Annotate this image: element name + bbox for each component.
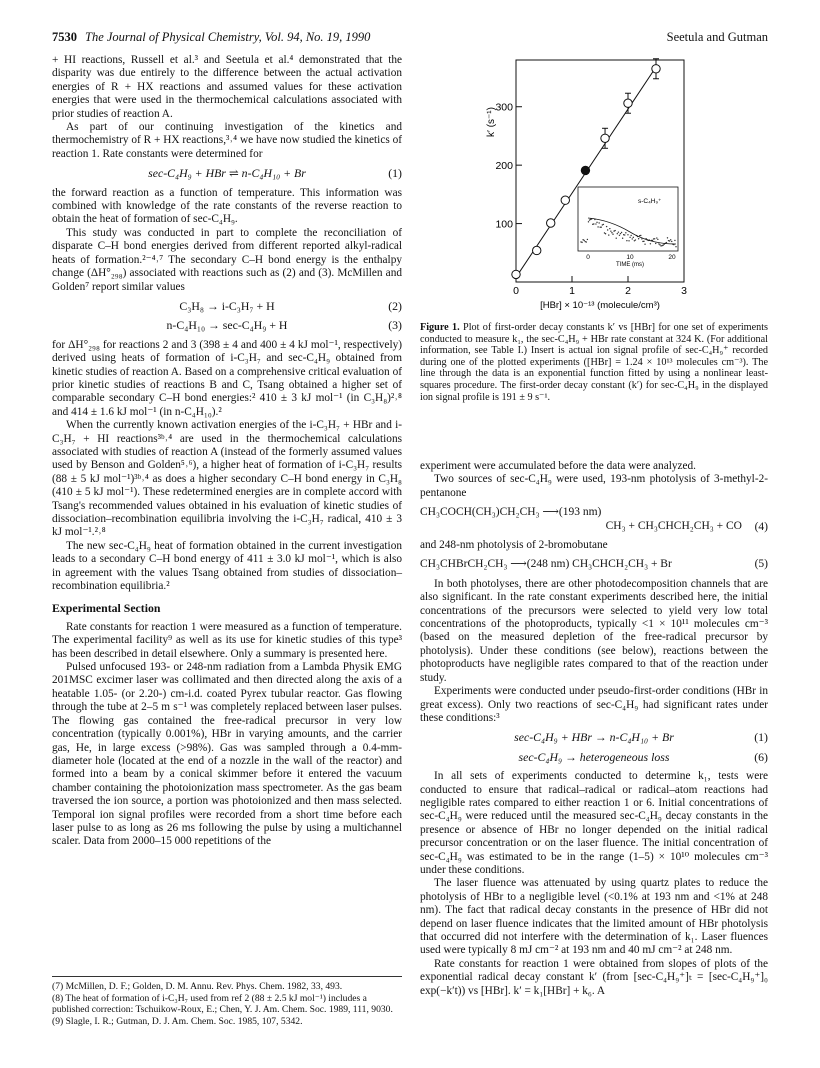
footnote: (9) Slagle, I. R.; Gutman, D. J. Am. Chem. Soc. 1985, 107, 5342.: [52, 1016, 303, 1027]
signal-dot: [632, 238, 633, 239]
figure-caption: [420, 322, 768, 403]
data-point: [601, 134, 609, 142]
y-axis-label: k′ (s⁻¹): [486, 107, 497, 137]
signal-dot: [638, 238, 639, 239]
paragraph: for ΔH°₂₉₈ for reactions 2 and 3 (398 ± 4 and 400 ± 4 kJ mol⁻¹, respectively) derived using heats of formation of i-C₃H₇ and sec-C₄H₉ obtained from kinetic studies of reaction A. Based on a comprehensive critical evaluation of prior kinetic studies of reactions B and C, Tsang obtained a higher set of comparable secondary C–H bond energies:² 410 ± 3 kJ mol⁻¹ (in C₃H₈)²˒⁸ and 414 ± 1.6 kJ mol⁻¹ (in n-C₄H₁₀).²: [52, 338, 402, 418]
equation-text: sec-C₄H₉ → heterogeneous loss: [518, 749, 670, 764]
equation-number: (4): [754, 521, 768, 534]
paragraph: Pulsed unfocused 193- or 248-nm radiation from a Lambda Physik EMG 201MSC excimer laser was collimated and then directed along the axis of a heatable 1.05- (or 2.20-) cm-i.d. coated Pyrex tubular reactor. Gas flowing through the tube at 2–5 m s⁻¹ was completely replaced between laser pulses. The flowing gas contained the free-radical precursor in very low concentration (typically 0.001%), HBr in varying amounts, and the carrier gas, He, in large excess (>98%). Gas was sampled through a 0.4-mm-diameter hole (located at the end of a nozzle in the wall of the reactor) and formed into a beam by a conical skimmer before it entered the vacuum chamber containing the photoionization mass spectrometer. As the gas beam traversed the ion source, a portion was photoionized and then mass selected. Temporal ion signal profiles were recorded from a short time before each laser pulse to as long as 26 ms following the pulse by using a multichannel scaler. Data from 2000–15 000 repetitions of the: [52, 661, 402, 848]
signal-dot: [669, 240, 670, 241]
signal-dot: [616, 238, 617, 239]
signal-dot: [658, 243, 659, 244]
data-point: [561, 196, 569, 204]
paragraph: In all sets of experiments conducted to determine k₁, tests were conducted to ensure that radical–radical or radical–atom reactions had negligible rates compared to either reaction 1 or 6. Initial concentrations of sec-C₄H₉ were reduced until the measured sec-C₄H₉ decay constants in the presence or absence of HBr no longer depended on the initial radical precursor concentration or on the laser fluence. The initial concentration of sec-C₄H₉ was estimated to be in the range (1–5) × 10¹⁰ molecules cm⁻³ under these conditions.: [420, 770, 768, 876]
signal-dot: [666, 242, 667, 243]
paragraph: experiment were accumulated before the data were analyzed.: [420, 460, 696, 472]
running-header: [52, 30, 768, 48]
y-tick-label: 300: [495, 101, 513, 114]
paragraph: Rate constants for reaction 1 were obtained from slopes of plots of the exponential radical decay constant k′ (from [sec-C₄H₉⁺]ₜ = [sec-C₄H₉⁺]₀ exp(−k′t)) vs [HBr]. k′ = k₁[HBr] + k₆. A: [420, 957, 768, 997]
paragraph: + HI reactions, Russell et al.³ and Seetula et al.⁴ demonstrated that the disparity was due entirely to the difference between the actual activation energies of R + HX reactions and assumed values for these activation energies that were used in the thermochemical calculations associated with prior studies of reaction A.: [52, 54, 402, 120]
paragraph: As part of our continuing investigation of the kinetics and thermochemistry of R + HX reactions,³˒⁴ we have now studied the kinetics of reaction 1. Rate constants were determined for: [52, 121, 402, 160]
signal-dot: [654, 238, 655, 239]
paragraph: When the currently known activation energies of the i-C₃H₇ + HBr and i-C₃H₇ + HI reactions³ᵇ˒⁴ are used in the thermochemical calculations associated with studies of reaction A (instead of the formerly assumed values used by Benson and Golden⁵˒⁶), a higher heat of formation of i-C₃H₇ results (88 ± 5 kJ mol⁻¹)³ᵇ˒⁴ as does a higher secondary C–H bond energy in C₃H₈ (410 ± 5 kJ mol⁻¹). These redetermined energies are in complete accord with Tsang's recommended values obtained in his evaluation of kinetic studies of dissociation–recombination equilibria involving the i-C₃H₇ radical, 410 ± 3 kJ mol⁻¹.²˒⁸: [52, 419, 402, 539]
footnote: (7) McMillen, D. F.; Golden, D. M. Annu. Rev. Phys. Chem. 1982, 33, 493.: [52, 981, 343, 992]
signal-dot: [611, 232, 612, 233]
header-authors: Seetula and Gutman: [666, 30, 768, 44]
x-tick-label: 0: [513, 285, 519, 297]
paragraph: The laser fluence was attenuated by using quartz plates to reduce the photolysis of HBr to a negligible level (<0.1% at 193 nm and <1% at 248 nm). The fact that radical decay constants in the presence of HBr did not depend on laser fluence indicates that the limited amount of HBr photolysis that occurred did not interfere with the determination of k₁. Laser fluences used were typically 8 mJ cm⁻² at 193 nm and 40 mJ cm⁻² at 248 nm.: [420, 877, 768, 957]
inset-signal-profile: [578, 187, 678, 268]
signal-dot: [620, 233, 621, 234]
signal-dot: [587, 239, 588, 240]
paragraph: The new sec-C₄H₉ heat of formation obtained in the current investigation leads to a secondary C–H bond energy of 411 ± 3.0 kJ mol⁻¹, which is also in agreement with the values Tsang obtained from studies of dissociation–recombination equilibria.²: [52, 539, 402, 593]
data-point: [512, 270, 520, 278]
inset-tick-label: 10: [626, 254, 634, 261]
x-tick-label: 3: [681, 285, 687, 297]
equation-number: (1): [388, 166, 402, 181]
kprime-vs-hbr-plot: [480, 52, 728, 312]
signal-dot: [617, 233, 618, 234]
signal-dot: [659, 244, 660, 245]
equation-1: [52, 167, 402, 180]
signal-dot: [606, 226, 607, 227]
caption-text: Plot of first-order decay constants k′ vs [HBr] for one set of experiments conducted to measure k₁, the sec-C₄H₉ + HBr rate constant at 324 K. (For additional information, see Table I.) Insert is actual ion signal profile of sec-C₄H₉⁺ recorded during one of the plotted experiments ([HBr] = 1.24 × 10¹³ molecules cm⁻³). The line through the data is an exponential function fitted by using a nonlinear least-squares procedure. The first-order decay constant (k′) for sec-C₄H₉ in the displayed ion signal profile is 191 ± 9 s⁻¹.: [420, 322, 768, 403]
left-column: [52, 54, 402, 849]
signal-dot: [674, 240, 675, 241]
inset-tick-label: 20: [668, 254, 676, 261]
signal-dot: [624, 234, 625, 235]
data-point: [652, 65, 660, 73]
paragraph: Rate constants for reaction 1 were measured as a function of temperature. The experimental facility⁹ as well as its use for kinetic studies of this type³ has been described in detail elsewhere. Only a summary is presented here.: [52, 620, 402, 660]
paragraph: Experiments were conducted under pseudo-first-order conditions (HBr in great excess). Only two reactions of sec-C₄H₉ had significant rates under these conditions:³: [420, 685, 768, 724]
equation-text: sec-C₄H₉ + HBr ⇌ n-C₄H₁₀ + Br: [148, 166, 306, 181]
signal-dot: [650, 243, 651, 244]
data-point: [533, 246, 541, 254]
signal-dot: [603, 224, 604, 225]
paragraph: and 248-nm photolysis of 2-bromobutane: [420, 539, 608, 552]
x-axis: [513, 276, 687, 297]
signal-dot: [628, 240, 629, 241]
signal-dot: [625, 232, 626, 233]
signal-dot: [581, 242, 582, 243]
signal-dot: [627, 234, 628, 235]
signal-dot: [635, 239, 636, 240]
signal-dot: [619, 235, 620, 236]
signal-dot: [655, 243, 656, 244]
signal-dot: [614, 230, 615, 231]
signal-dot: [621, 232, 622, 233]
inset-tick-label: 0: [586, 254, 590, 261]
inset-x-label: TIME (ms): [616, 262, 644, 268]
equation-number: (2): [388, 298, 402, 313]
data-point: [547, 219, 555, 227]
equation-6: [420, 751, 768, 764]
figure-1: [480, 52, 728, 312]
equation-text: C₃H₈ → i-C₃H₇ + H: [179, 298, 275, 313]
signal-dot: [671, 241, 672, 242]
signal-dot: [586, 241, 587, 242]
caption-label: Figure 1.: [420, 322, 460, 333]
signal-dot: [675, 246, 676, 247]
page-number: 7530: [52, 30, 77, 44]
signal-dot: [662, 244, 663, 245]
signal-dot: [601, 226, 602, 227]
signal-dot: [609, 228, 610, 229]
equation-number: (3): [388, 318, 402, 333]
signal-dot: [610, 230, 611, 231]
signal-dot: [670, 239, 671, 240]
equation-2: [52, 300, 402, 313]
inset-frame: [578, 187, 678, 251]
inset-species-label: s-C₄H₉⁺: [638, 198, 662, 205]
equation-text: CH₃COCH(CH₃)CH₂CH₃ ⟶(193 nm): [420, 506, 602, 519]
equation-4: [420, 506, 768, 533]
signal-dot: [588, 221, 589, 222]
equation-3: [52, 319, 402, 332]
x-tick-label: 2: [625, 285, 631, 297]
paragraph: the forward reaction as a function of temperature. This information was combined with knowledge of the rate constants of the reverse reaction to obtain the heat of formation of sec-C₄H₉.: [52, 186, 402, 226]
paragraph: Two sources of sec-C₄H₉ were used, 193-nm photolysis of 3-methyl-2-pentanone: [420, 473, 768, 499]
signal-dot: [629, 237, 630, 238]
signal-dot: [593, 223, 594, 224]
signal-dot: [608, 234, 609, 235]
signal-dot: [667, 237, 668, 238]
x-axis-label: [HBr] × 10⁻¹³ (molecule/cm³): [540, 300, 660, 311]
right-column: [420, 460, 768, 998]
signal-dot: [584, 240, 585, 241]
equation-text: CH₃CHBrCH₂CH₃ ⟶(248 nm) CH₃CHCH₂CH₃ + Br: [420, 558, 672, 571]
equation-number: (5): [754, 558, 768, 571]
signal-dot: [612, 234, 613, 235]
y-axis: [495, 102, 522, 231]
equation-number: (1): [754, 730, 768, 745]
x-tick-label: 1: [569, 285, 575, 297]
signal-dot: [656, 237, 657, 238]
y-tick-label: 100: [495, 218, 513, 231]
data-point: [624, 99, 632, 107]
equation-text: sec-C₄H₉ + HBr → n-C₄H₁₀ + Br: [514, 730, 674, 745]
footnote: (8) The heat of formation of i-C₃H₇ used from ref 2 (88 ± 2.5 kJ mol⁻¹) includes a published correction: Tschuikow-Roux, E.; Chen, Y. J. Am. Chem. Soc. 1989, 111, 9030.: [52, 993, 393, 1015]
footnotes: [52, 976, 402, 1028]
y-tick-label: 200: [495, 160, 513, 173]
signal-dot: [595, 223, 596, 224]
data-point: [581, 166, 589, 174]
signal-dot: [657, 239, 658, 240]
signal-dot: [622, 238, 623, 239]
signal-dot: [630, 235, 631, 236]
signal-dot: [644, 244, 645, 245]
signal-dot: [598, 222, 599, 223]
paragraph: In both photolyses, there are other photodecomposition channels that are also significant. In the rate constant experiments described here, the initial concentrations of the precursors were selected to yield very low total concentrations of the photoproducts, typically <1 × 10¹¹ molecules cm⁻³ (based on the measured depletion of the free-radical precursor by photolysis). Under these conditions (see below), reactions between the photoproducts have negligible rates compared to that of the reaction under study.: [420, 577, 768, 684]
signal-dot: [633, 237, 634, 238]
signal-dot: [605, 233, 606, 234]
signal-dot: [596, 222, 597, 223]
section-heading: Experimental Section: [52, 601, 161, 616]
equation-number: (6): [754, 749, 768, 764]
header-left: [52, 30, 370, 45]
paragraph: This study was conducted in part to complete the reconciliation of disparate C–H bond energies derived from different reported alkyl-radical heats of formation.²⁻⁴˒⁷ The secondary C–H bond energy is the enthalpy change (ΔH°₂₉₈) associated with reactions such as (2) and (3). McMillen and Golden⁷ report similar values: [52, 226, 402, 293]
signal-dot: [643, 241, 644, 242]
signal-dot: [640, 235, 641, 236]
journal-citation: The Journal of Physical Chemistry, Vol. 94, No. 19, 1990: [85, 30, 371, 44]
signal-dot: [618, 231, 619, 232]
signal-dot: [597, 226, 598, 227]
equation-5: [420, 558, 768, 571]
equation-text: n-C₄H₁₀ → sec-C₄H₉ + H: [166, 318, 288, 333]
equation-text: CH₃ + CH₃CHCH₂CH₃ + CO: [605, 519, 742, 532]
signal-dot: [626, 240, 627, 241]
signal-dot: [607, 229, 608, 230]
equation-1-repeat: [420, 731, 768, 744]
